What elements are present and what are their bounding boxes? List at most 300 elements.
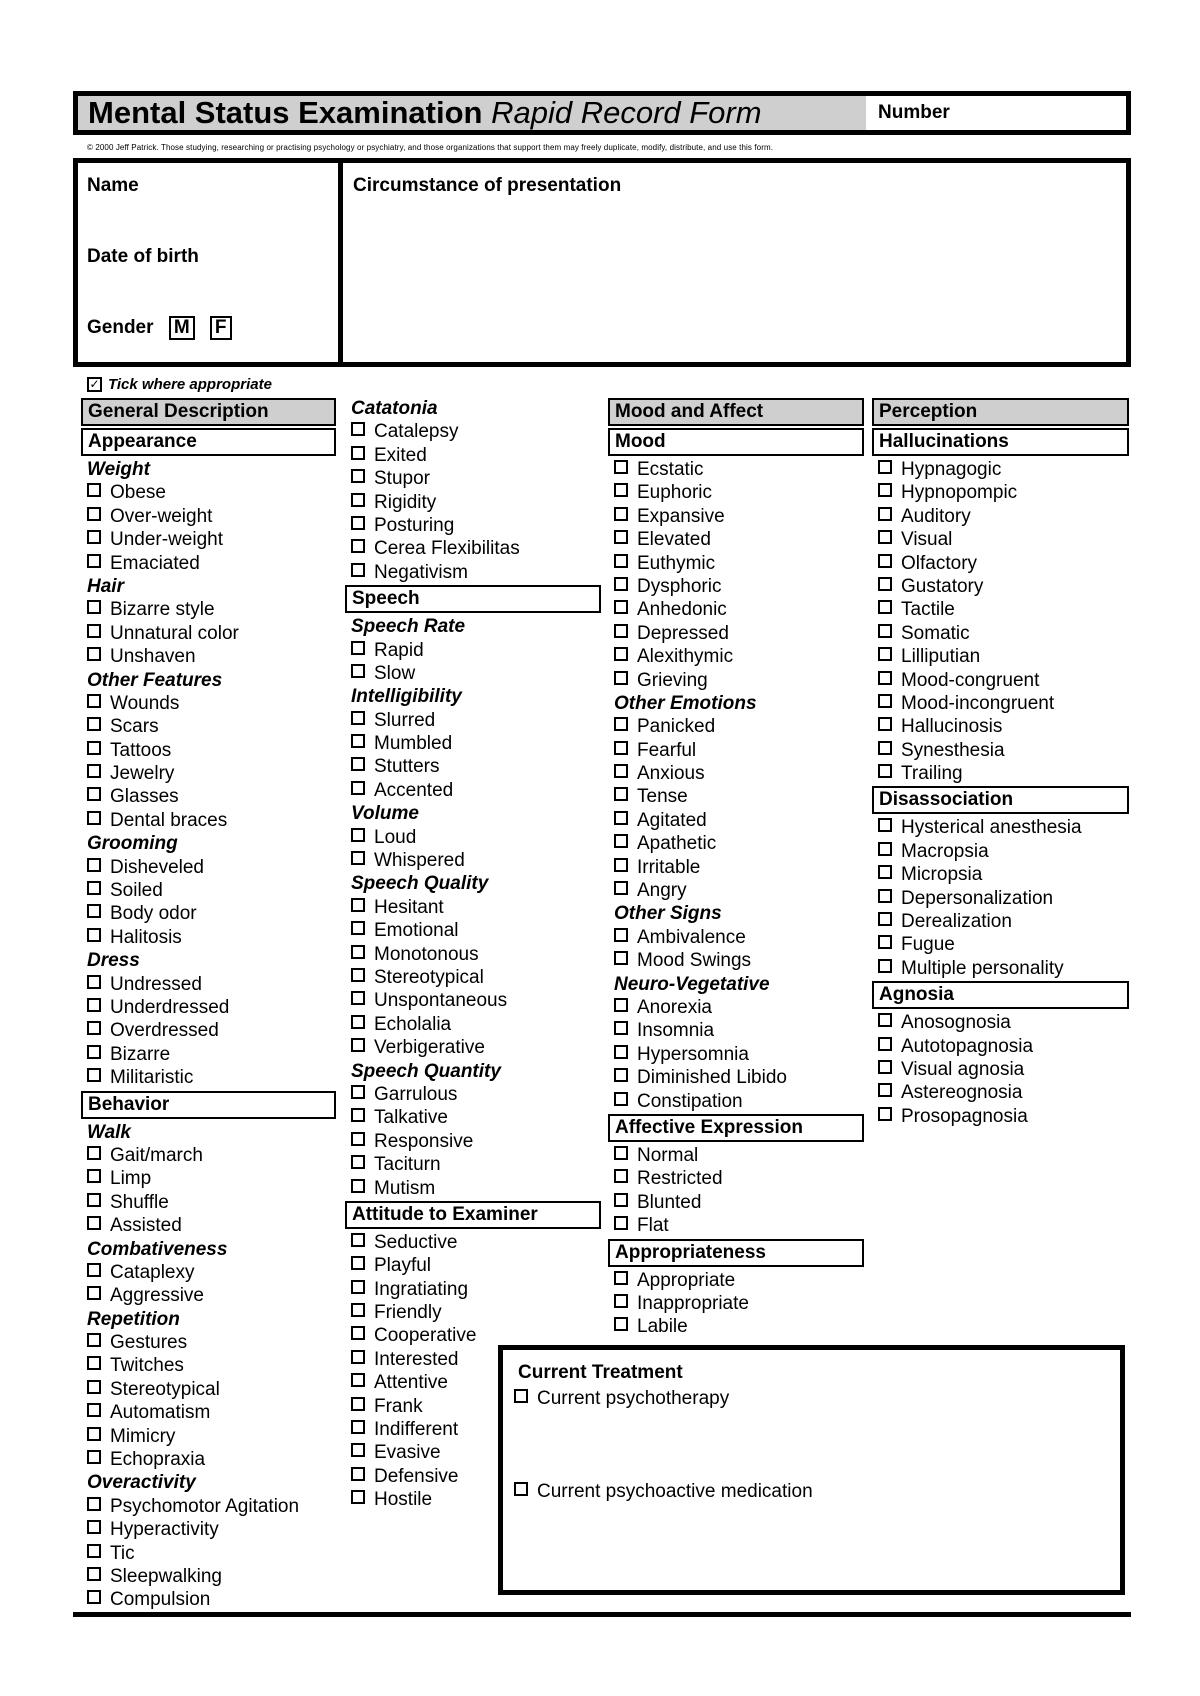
checkbox-icon[interactable] [87,975,101,989]
checklist-item[interactable] [872,692,1129,715]
checklist-item[interactable] [345,779,601,802]
checklist-item[interactable] [345,561,601,584]
checklist-item-label: Monotonous [374,943,479,965]
checkbox-icon[interactable] [878,959,892,973]
checkbox-icon[interactable] [614,1169,628,1183]
checklist-item[interactable] [345,1301,601,1324]
checklist-item[interactable] [872,887,1129,910]
checkbox-icon[interactable] [878,717,892,731]
checklist-item[interactable] [608,1144,864,1167]
checkbox-icon[interactable] [351,1108,365,1122]
checkbox-icon[interactable] [614,1271,628,1285]
checklist-item[interactable] [81,1495,336,1518]
checkbox-icon[interactable] [351,734,365,748]
checklist-item[interactable] [608,1019,864,1042]
checkbox-icon[interactable] [351,1490,365,1504]
checklist-item[interactable] [608,1090,864,1113]
checklist-item[interactable] [608,715,864,738]
checklist-item[interactable] [345,420,601,443]
checklist-item[interactable] [81,973,336,996]
checkbox-icon[interactable] [878,764,892,778]
checklist-item[interactable] [608,926,864,949]
checklist-item-label: Halitosis [110,926,182,948]
checklist-item-label: Euphoric [637,482,712,504]
checkbox-icon[interactable] [87,764,101,778]
checkbox-icon[interactable] [878,1013,892,1027]
checkbox-icon[interactable] [351,1420,365,1434]
checklist-item[interactable] [81,622,336,645]
checkbox-icon[interactable] [351,539,365,553]
checkbox-icon[interactable] [878,1037,892,1051]
checklist-item[interactable] [81,1401,336,1424]
checklist-item[interactable] [872,622,1129,645]
checkbox-icon[interactable] [878,671,892,685]
checklist-item-label: Insomnia [637,1020,715,1042]
checkbox-icon[interactable] [878,530,892,544]
checkbox-icon[interactable] [87,1450,101,1464]
checkbox-icon[interactable] [614,764,628,778]
checkbox-icon[interactable] [87,1356,101,1370]
checkbox-icon[interactable] [351,1303,365,1317]
checklist-item[interactable] [81,1331,336,1354]
checklist-item[interactable] [608,762,864,785]
checklist-item-label: Friendly [374,1302,442,1324]
checkbox-icon[interactable] [351,1280,365,1294]
checklist-item[interactable] [872,552,1129,575]
checkbox-icon[interactable] [878,889,892,903]
checkbox-icon[interactable] [878,1083,892,1097]
checklist-item[interactable] [81,785,336,808]
form-title [78,96,866,130]
checklist-item[interactable] [81,1191,336,1214]
checkbox-icon[interactable] [351,664,365,678]
checkbox-icon[interactable] [351,851,365,865]
checklist-item[interactable] [608,458,864,481]
checklist-item[interactable] [81,481,336,504]
checklist-item[interactable] [81,505,336,528]
checkbox-icon[interactable] [351,945,365,959]
checklist-item-label: Elevated [637,529,711,551]
checklist-item-label: Over-weight [110,505,213,527]
checkbox-icon[interactable] [614,1216,628,1230]
checkbox-icon[interactable] [351,1132,365,1146]
checklist-item-label: Bizarre style [110,599,215,621]
checklist-item[interactable] [608,1167,864,1190]
checkbox-icon[interactable] [878,694,892,708]
checklist-item-label: Apathetic [637,833,717,855]
checklist-item[interactable] [81,715,336,738]
checklist-item[interactable] [81,1214,336,1237]
checklist-item-label: Normal [637,1144,699,1166]
checklist-item[interactable] [608,1066,864,1089]
checkbox-icon[interactable] [878,483,892,497]
checkbox-icon[interactable] [87,1169,101,1183]
checkbox-icon[interactable] [614,1021,628,1035]
checkbox-icon[interactable] [351,1085,365,1099]
checklist-item[interactable] [608,739,864,762]
checkbox-icon[interactable] [87,1380,101,1394]
checklist-item[interactable] [345,849,601,872]
checkbox-icon[interactable] [87,1045,101,1059]
checklist-item[interactable] [872,575,1129,598]
checklist-item[interactable] [872,1058,1129,1081]
checkbox-icon[interactable] [351,1373,365,1387]
subsection-heading: Other Features [87,669,223,691]
checkbox-icon[interactable] [351,1350,365,1364]
checklist-item[interactable] [608,1269,864,1292]
checkbox-icon[interactable] [87,1263,101,1277]
checkbox-icon[interactable] [614,530,628,544]
checkbox-icon[interactable] [87,717,101,731]
checklist-item[interactable] [345,732,601,755]
checkbox-icon[interactable] [351,1155,365,1169]
checklist-item[interactable] [345,1177,601,1200]
checklist-item[interactable] [872,957,1129,980]
checklist-item[interactable] [81,856,336,879]
checkbox-icon[interactable] [351,757,365,771]
checklist-item[interactable] [608,552,864,575]
checkbox-icon[interactable] [614,624,628,638]
checkbox-icon[interactable] [351,921,365,935]
checkbox-icon[interactable] [87,1021,101,1035]
checkbox-icon[interactable] [614,787,628,801]
checkbox-icon[interactable] [614,460,628,474]
checklist-item[interactable] [81,552,336,575]
checkbox-icon[interactable] [351,1179,365,1193]
checklist-item[interactable] [608,622,864,645]
checklist-item-label: Unspontaneous [374,990,508,1012]
checklist-item[interactable] [345,709,601,732]
checkbox-icon[interactable] [87,1497,101,1511]
section-header: Mood [608,428,864,456]
checkbox-icon[interactable] [878,624,892,638]
checklist-item[interactable] [872,933,1129,956]
checklist-item[interactable] [872,645,1129,668]
checklist-item[interactable] [81,1425,336,1448]
checklist-item[interactable] [608,528,864,551]
checkbox-icon[interactable] [514,1482,528,1496]
checkbox-icon[interactable] [351,828,365,842]
checkbox-icon[interactable] [351,446,365,460]
checklist-item[interactable] [81,1448,336,1471]
checklist-item[interactable] [345,662,601,685]
checklist-item[interactable] [81,996,336,1019]
checklist-item[interactable] [608,1292,864,1315]
checkbox-icon[interactable] [614,1045,628,1059]
checkbox-icon[interactable] [351,1397,365,1411]
checkbox-icon[interactable] [87,600,101,614]
checkbox-icon[interactable] [87,787,101,801]
checklist-item[interactable] [608,832,864,855]
checklist-item[interactable] [345,989,601,1012]
checkbox-icon[interactable] [351,1443,365,1457]
checkbox-icon[interactable] [878,460,892,474]
checklist-item[interactable] [608,809,864,832]
checkbox-icon[interactable] [878,600,892,614]
checkbox-icon[interactable] [87,1216,101,1230]
checklist-item[interactable] [345,467,601,490]
checkbox-icon[interactable] [351,1467,365,1481]
checklist-item[interactable] [81,1588,336,1611]
checklist-item[interactable] [872,910,1129,933]
checklist-item[interactable] [608,598,864,621]
checkbox-icon[interactable] [87,1544,101,1558]
checklist-item[interactable] [81,1019,336,1042]
checklist-item[interactable] [81,1542,336,1565]
bottom-rule [73,1612,1131,1617]
checklist-item[interactable] [608,1315,864,1338]
checkbox-icon[interactable] [614,1092,628,1106]
checkbox-icon[interactable] [614,507,628,521]
checkbox-icon[interactable] [87,694,101,708]
checkbox-icon[interactable] [351,641,365,655]
checklist-item[interactable] [608,481,864,504]
checkbox-icon[interactable] [614,1068,628,1082]
checklist-item[interactable] [81,1354,336,1377]
checkbox-icon[interactable] [351,1233,365,1247]
checklist-item[interactable] [608,1043,864,1066]
checkbox-icon[interactable] [351,422,365,436]
checkbox-icon[interactable] [87,1193,101,1207]
checkbox-icon[interactable] [614,1193,628,1207]
checklist-item[interactable] [345,1231,601,1254]
checklist-item[interactable] [345,639,601,662]
checklist-item[interactable] [81,1378,336,1401]
checkbox-icon[interactable] [87,554,101,568]
checklist-item[interactable] [345,966,601,989]
checklist-item[interactable] [345,1254,601,1277]
dob-field-label: Date of birth [87,246,199,267]
checkbox-icon[interactable] [878,741,892,755]
checklist-item[interactable] [81,926,336,949]
checklist-item[interactable] [345,755,601,778]
checklist-item[interactable] [872,598,1129,621]
gender-f-checkbox[interactable]: F [210,316,232,340]
checkbox-icon[interactable] [87,1286,101,1300]
checklist-item-label: Automatism [110,1402,211,1424]
checklist-item[interactable] [81,1043,336,1066]
checklist-item[interactable] [514,1387,729,1410]
copyright-notice: © 2000 Jeff Patrick. Those studying, researching or practising psychology or psychiatry, and those organizations that support them may freely duplicate, modify, distribute, and use this form. [87,143,774,152]
checklist-item[interactable] [345,491,601,514]
checklist-item[interactable] [608,669,864,692]
checklist-item[interactable] [608,856,864,879]
checklist-item-label: Ingratiating [374,1278,469,1300]
checklist-item[interactable] [608,645,864,668]
checkbox-icon[interactable] [614,577,628,591]
checklist-item[interactable] [345,1036,601,1059]
checkbox-icon[interactable] [614,600,628,614]
checkbox-icon[interactable] [87,1567,101,1581]
checklist-item[interactable] [872,458,1129,481]
checkbox-icon[interactable] [614,671,628,685]
checklist-item-label: Grieving [637,669,708,691]
checklist-item[interactable] [81,1261,336,1284]
gender-m-checkbox[interactable]: M [169,316,195,340]
checkbox-icon[interactable] [614,647,628,661]
checklist-item[interactable] [872,863,1129,886]
checkbox-icon[interactable] [878,554,892,568]
section-header: Hallucinations [872,428,1129,456]
checklist-item[interactable] [345,1153,601,1176]
checkbox-icon[interactable] [87,1427,101,1441]
checklist-item[interactable] [345,1083,601,1106]
checkbox-icon[interactable] [87,624,101,638]
checklist-item[interactable] [81,1518,336,1541]
checkbox-icon[interactable] [351,991,365,1005]
checklist-item[interactable] [872,1035,1129,1058]
checklist-item[interactable] [81,692,336,715]
checklist-item[interactable] [872,528,1129,551]
checklist-item[interactable] [872,715,1129,738]
checklist-item[interactable] [608,1191,864,1214]
checkbox-icon[interactable] [614,483,628,497]
checklist-item[interactable] [81,1284,336,1307]
checklist-item[interactable] [872,762,1129,785]
checklist-item-label: Talkative [374,1107,448,1129]
checklist-item[interactable] [514,1480,813,1503]
checklist-item[interactable] [81,1167,336,1190]
checkbox-icon[interactable] [351,1326,365,1340]
checkbox-icon[interactable] [614,811,628,825]
checklist-item[interactable] [872,1011,1129,1034]
checklist-item[interactable] [872,1105,1129,1128]
checklist-item[interactable] [345,919,601,942]
checklist-item[interactable] [81,528,336,551]
checklist-item[interactable] [81,879,336,902]
checklist-item[interactable] [81,1066,336,1089]
checkbox-icon[interactable] [87,1590,101,1604]
checklist-item[interactable] [81,598,336,621]
checkbox-icon[interactable] [351,516,365,530]
checklist-item[interactable] [608,879,864,902]
checklist-item[interactable] [608,575,864,598]
checklist-item[interactable] [872,816,1129,839]
checkbox-icon[interactable] [614,858,628,872]
checklist-item[interactable] [81,809,336,832]
checkbox-icon[interactable] [878,865,892,879]
checklist-item[interactable] [345,537,601,560]
checkbox-icon[interactable] [87,1068,101,1082]
checkbox-icon[interactable] [87,1403,101,1417]
checkbox-icon[interactable] [351,711,365,725]
checklist-item[interactable] [872,669,1129,692]
checklist-item[interactable] [81,645,336,668]
checkbox-icon[interactable] [614,717,628,731]
subsection-heading: Hair [87,575,124,597]
checklist-item[interactable] [608,1214,864,1237]
checklist-item[interactable] [345,514,601,537]
checklist-item[interactable] [608,505,864,528]
checkbox-icon[interactable] [614,1317,628,1331]
checkbox-icon[interactable] [351,469,365,483]
checkbox-icon[interactable] [87,998,101,1012]
checkbox-icon[interactable] [351,1038,365,1052]
checkbox-icon[interactable] [878,577,892,591]
checklist-item[interactable] [81,762,336,785]
checkbox-icon[interactable] [878,912,892,926]
checklist-item[interactable] [345,1106,601,1129]
checklist-item-label: Body odor [110,903,197,925]
checkbox-icon[interactable] [87,1146,101,1160]
checkbox-icon[interactable] [351,968,365,982]
checklist-item[interactable] [345,943,601,966]
checklist-item[interactable] [345,1013,601,1036]
checklist-item[interactable] [872,840,1129,863]
checkbox-icon[interactable] [878,1107,892,1121]
checkbox-icon[interactable] [87,741,101,755]
checkbox-icon[interactable] [614,554,628,568]
checklist-item[interactable] [345,1130,601,1153]
checkbox-icon[interactable] [87,904,101,918]
checklist-item[interactable] [81,1144,336,1167]
checkbox-icon[interactable] [878,842,892,856]
checkbox-icon[interactable] [878,818,892,832]
checkbox-icon[interactable] [878,935,892,949]
checkbox-icon[interactable] [87,1333,101,1347]
checklist-item[interactable] [608,949,864,972]
checklist-item[interactable] [81,902,336,925]
checkbox-icon[interactable] [614,1146,628,1160]
checklist-item[interactable] [345,826,601,849]
checkbox-icon[interactable] [614,741,628,755]
checkbox-icon[interactable] [87,1520,101,1534]
checklist-item[interactable] [81,1565,336,1588]
checklist-item[interactable] [345,1278,601,1301]
checkbox-icon[interactable] [351,493,365,507]
checklist-item[interactable] [872,481,1129,504]
checkbox-icon[interactable] [87,858,101,872]
checklist-item[interactable] [608,996,864,1019]
checklist-item[interactable] [345,896,601,919]
checkbox-icon[interactable] [351,1015,365,1029]
checkbox-icon[interactable] [878,1060,892,1074]
checkbox-icon[interactable] [351,781,365,795]
checklist-item[interactable] [872,739,1129,762]
checklist-item[interactable] [608,785,864,808]
checkbox-icon[interactable] [614,1294,628,1308]
checkbox-icon[interactable] [87,811,101,825]
checkbox-icon[interactable] [614,834,628,848]
checklist-item[interactable] [872,505,1129,528]
checkbox-icon[interactable] [614,928,628,942]
checkbox-icon[interactable] [614,998,628,1012]
checklist-item-label: Playful [374,1255,432,1277]
checkbox-icon[interactable] [351,898,365,912]
checkbox-icon[interactable] [87,647,101,661]
subsection-heading: Other Emotions [614,692,757,714]
checklist-item[interactable] [872,1081,1129,1104]
checklist-item-label: Compulsion [110,1589,211,1611]
checkbox-icon[interactable] [87,530,101,544]
checkbox-icon[interactable] [87,881,101,895]
checkbox-icon[interactable] [614,951,628,965]
checklist-item-label: Under-weight [110,529,223,551]
checkbox-icon[interactable] [878,507,892,521]
checkbox-icon[interactable] [878,647,892,661]
checkbox-icon[interactable] [351,1256,365,1270]
checkbox-icon[interactable] [614,881,628,895]
checkbox-icon[interactable] [87,483,101,497]
checklist-item-label: Interested [374,1348,459,1370]
checkbox-icon[interactable] [87,507,101,521]
checkbox-icon[interactable] [87,928,101,942]
checklist-item[interactable] [345,444,601,467]
checkbox-icon[interactable] [351,563,365,577]
checklist-item-label: Mood Swings [637,950,752,972]
checklist-item[interactable] [81,739,336,762]
checkbox-icon[interactable] [514,1389,528,1403]
